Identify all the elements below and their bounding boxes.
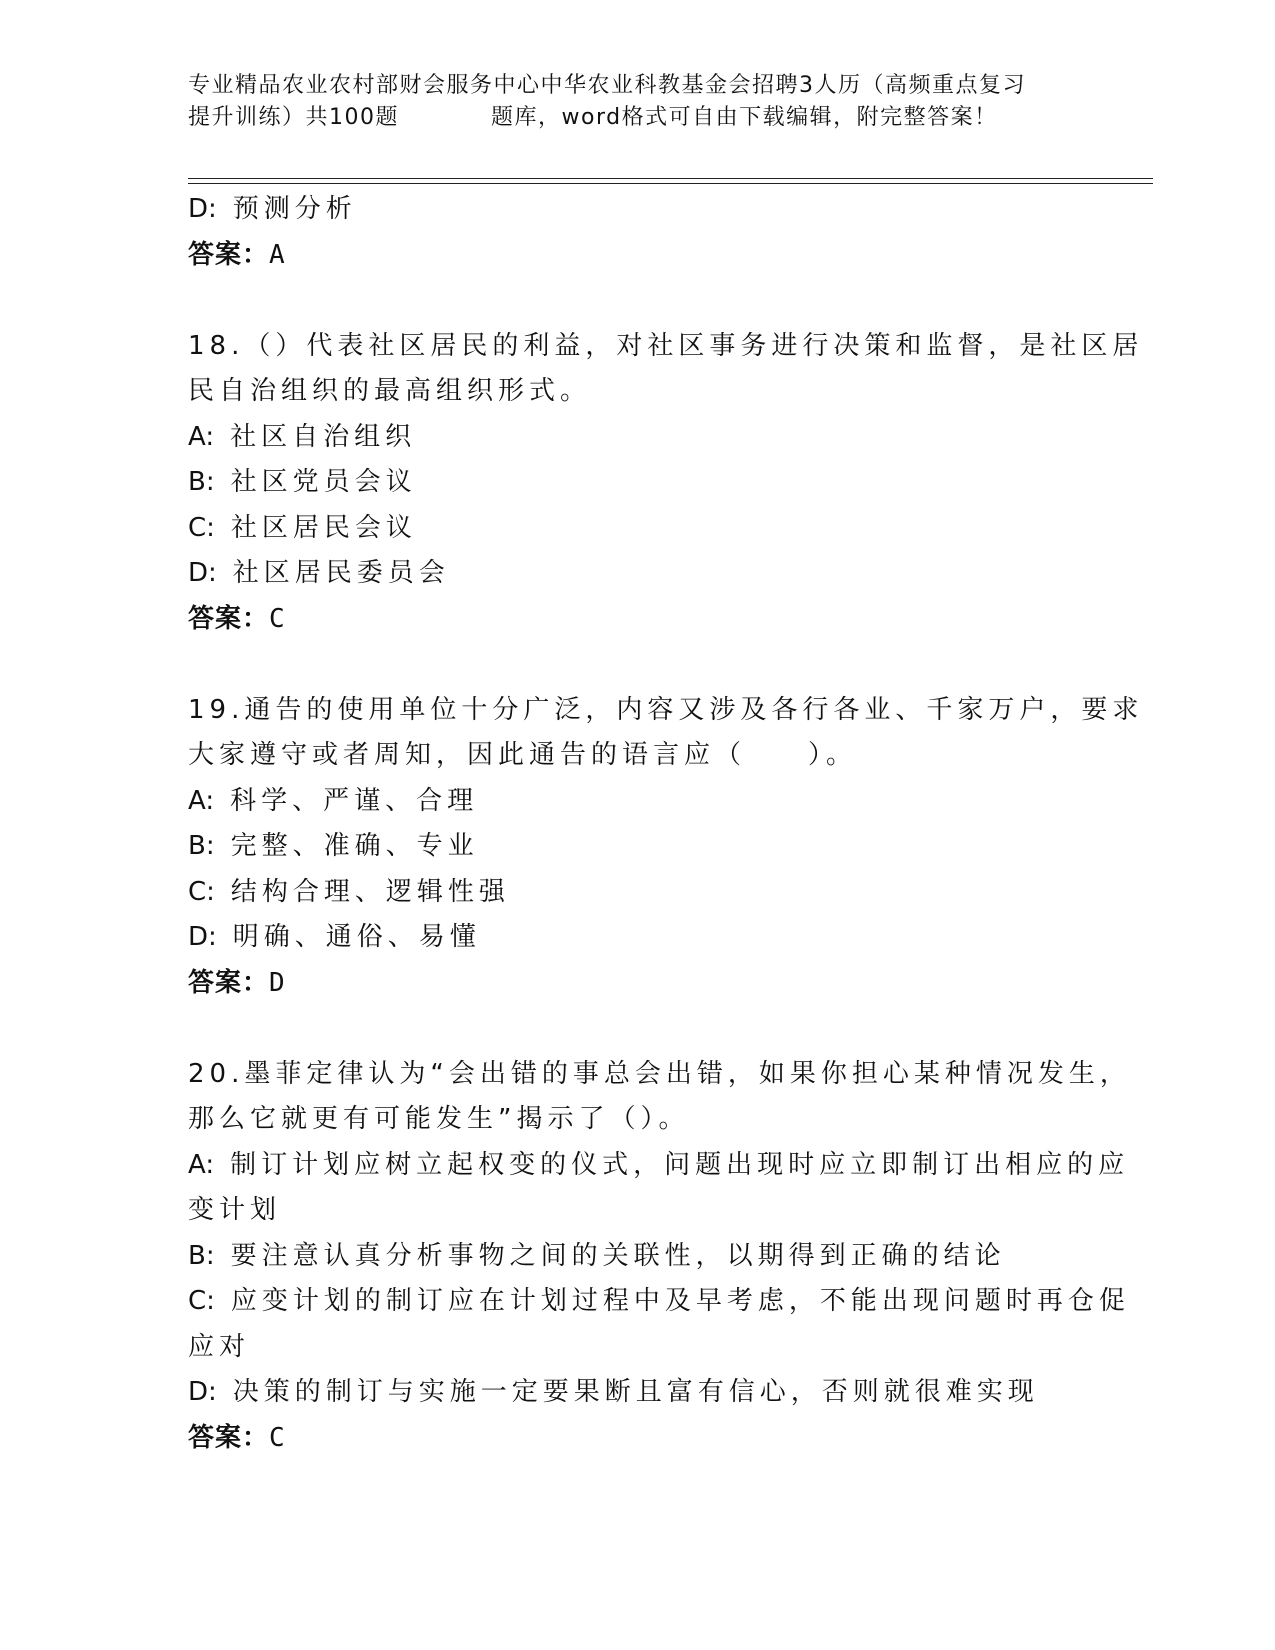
option-label: C:: [188, 1286, 215, 1316]
prev-option-d: [188, 187, 1088, 233]
answer-label: 答案：: [188, 603, 270, 634]
question-list: [188, 187, 1144, 1461]
answer-label: 答案：: [188, 967, 270, 998]
option-label: D:: [188, 558, 217, 588]
option-text: 要注意认真分析事物之间的关联性，以期得到正确的结论: [230, 1240, 1006, 1271]
header-divider-top: [188, 178, 1153, 179]
header-divider-bottom: [188, 183, 1153, 184]
option-text: 社区居民会议: [230, 512, 417, 543]
option-label: D:: [188, 922, 217, 952]
q20-option-c-line-1: [188, 1279, 1130, 1325]
q18-answer: [188, 597, 1088, 643]
option-label: A:: [188, 421, 215, 452]
option-text: 应变计划的制订应在计划过程中及早考虑，不能出现问题时再仓促: [230, 1286, 1130, 1316]
header-line-2-left: 提升训练）共100题: [188, 105, 399, 130]
answer-label: 答案：: [188, 1422, 270, 1453]
header-line-2-right: 题库，word格式可自由下载编辑，附完整答案！: [491, 105, 998, 130]
answer-value: A: [269, 239, 286, 270]
option-label: B:: [188, 1240, 215, 1271]
q19-option-b: [188, 824, 1088, 870]
q20-stem-line-2: 那么它就更有可能发生”揭示了（）。: [188, 1104, 690, 1134]
answer-value: D: [269, 967, 286, 998]
header-line-2: [188, 102, 1088, 134]
option-text: 决策的制订与实施一定要果断且富有信心，否则就很难实现: [232, 1377, 1039, 1407]
option-label: A:: [188, 785, 215, 816]
answer-value: C: [269, 603, 286, 634]
option-label: D:: [188, 1377, 217, 1407]
option-text: 制订计划应树立起权变的仪式，问题出现时应立即制订出相应的应: [230, 1149, 1130, 1180]
q19-option-c: [188, 870, 1088, 916]
prev-answer: [188, 233, 1088, 279]
option-label: C:: [188, 876, 215, 907]
option-text: 社区党员会议: [230, 467, 417, 497]
answer-value: C: [269, 1422, 286, 1453]
option-text: 科学、严谨、合理: [230, 785, 479, 816]
option-text: 完整、准确、专业: [230, 831, 479, 861]
q20-stem-line-1: 20.墨菲定律认为“会出错的事总会出错，如果你担心某种情况发生，: [188, 1058, 1131, 1089]
option-label: B:: [188, 831, 215, 861]
option-text: 预测分析: [232, 194, 357, 224]
q18-option-c: [188, 506, 1088, 552]
q20-option-a-line-2: 变计划: [188, 1195, 282, 1225]
option-text: 明确、通俗、易懂: [232, 922, 481, 952]
option-label: D:: [188, 194, 217, 224]
q19-stem-line-2: 大家遵守或者周知，因此通告的语言应（ ）。: [188, 740, 858, 770]
q20-option-b: [188, 1234, 1088, 1280]
option-label: C:: [188, 512, 215, 543]
q20-option-c-line-2: 应对: [188, 1331, 251, 1362]
q19-stem-line-1: 19.通告的使用单位十分广泛，内容又涉及各行各业、千家万户，要求: [188, 694, 1144, 725]
option-text: 社区自治组织: [230, 421, 417, 452]
q18-option-d: [188, 551, 1088, 597]
header-line-1: 专业精品农业农村部财会服务中心中华农业科教基金会招聘3人历（高频重点复习: [188, 73, 1026, 98]
option-label: B:: [188, 467, 215, 497]
option-text: 结构合理、逻辑性强: [230, 876, 510, 907]
q18-option-b: [188, 460, 1088, 506]
q20-answer: [188, 1416, 1088, 1462]
q20-option-a-line-1: [188, 1143, 1130, 1189]
option-text: 社区居民委员会: [232, 558, 450, 588]
q19-option-d: [188, 915, 1088, 961]
document-header: [188, 70, 1088, 134]
q18-option-a: [188, 415, 1088, 461]
option-label: A:: [188, 1149, 215, 1180]
q18-stem-line-2: 民自治组织的最高组织形式。: [188, 376, 592, 406]
q18-stem-line-1: 18.（）代表社区居民的利益，对社区事务进行决策和监督，是社区居: [188, 330, 1144, 361]
answer-label: 答案：: [188, 239, 270, 270]
q20-option-d: [188, 1370, 1088, 1416]
q19-option-a: [188, 779, 1088, 825]
q19-answer: [188, 961, 1088, 1007]
